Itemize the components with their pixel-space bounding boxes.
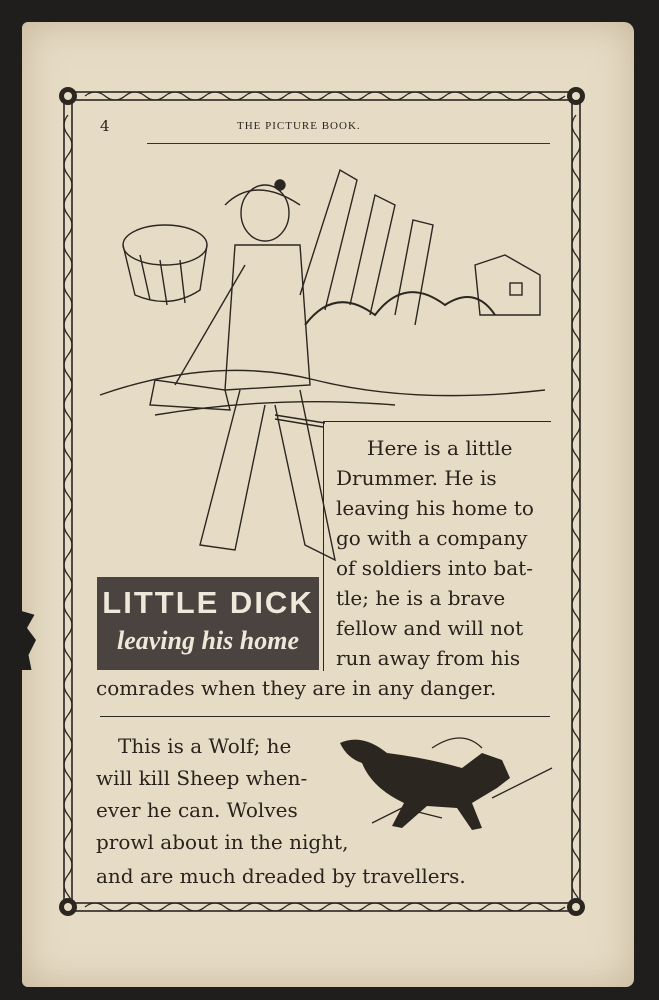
wolf-text-line: ever he can. Wolves <box>96 798 298 822</box>
illustration-caption <box>97 577 319 670</box>
vine-ornament <box>64 395 72 435</box>
vine-ornament <box>64 355 72 395</box>
vine-ornament <box>85 92 125 100</box>
vine-ornament <box>64 795 72 835</box>
drummer-text-line: of soldiers into bat- <box>336 556 533 580</box>
drummer-text-line: Drummer. He is <box>336 466 497 490</box>
vine-ornament <box>64 315 72 355</box>
vine-ornament <box>572 315 580 355</box>
vine-ornament <box>64 595 72 635</box>
vine-ornament <box>572 515 580 555</box>
drummer-text-line: fellow and will not <box>336 616 524 640</box>
vine-ornament <box>525 92 565 100</box>
vine-ornament <box>125 92 165 100</box>
vine-ornament <box>572 795 580 835</box>
header-rule <box>147 143 550 144</box>
vine-ornament <box>285 92 325 100</box>
vine-ornament <box>572 195 580 235</box>
vine-ornament <box>572 715 580 755</box>
vine-ornament <box>64 275 72 315</box>
vine-ornament <box>165 92 205 100</box>
vine-ornament <box>64 555 72 595</box>
vine-ornament <box>572 675 580 715</box>
drummer-text-line: Here is a little <box>367 436 513 460</box>
vine-ornament <box>125 903 165 911</box>
vine-ornament <box>572 755 580 795</box>
vine-ornament <box>64 115 72 155</box>
section-divider <box>100 716 550 717</box>
vine-ornament <box>445 903 485 911</box>
vine-ornament <box>64 475 72 515</box>
vine-ornament <box>572 435 580 475</box>
vine-ornament <box>205 903 245 911</box>
wolf-text-line: will kill Sheep when- <box>96 766 308 790</box>
wolf-text-line: and are much dreaded by travellers. <box>96 864 466 888</box>
vine-ornament <box>64 715 72 755</box>
vine-ornament <box>285 903 325 911</box>
vine-ornament <box>64 155 72 195</box>
vine-ornament <box>64 755 72 795</box>
vine-ornament <box>572 835 580 875</box>
vine-ornament <box>85 903 125 911</box>
vine-ornament <box>485 903 525 911</box>
vine-ornament <box>64 835 72 875</box>
caption-subtitle: leaving his home <box>116 626 299 655</box>
vine-ornament <box>572 635 580 675</box>
vine-ornament <box>365 903 405 911</box>
text-frame-top <box>323 421 551 422</box>
vine-ornament <box>572 555 580 595</box>
vine-ornament <box>485 92 525 100</box>
vine-ornament <box>245 903 285 911</box>
vine-ornament <box>525 903 565 911</box>
vine-ornament <box>325 903 365 911</box>
wolf-text-line: This is a Wolf; he <box>118 734 292 758</box>
drummer-text-line: comrades when they are in any danger. <box>96 676 497 700</box>
vine-ornament <box>572 595 580 635</box>
vine-ornament <box>64 515 72 555</box>
vine-ornament <box>64 435 72 475</box>
vine-ornament <box>165 903 205 911</box>
drummer-text-line: go with a company <box>336 526 528 550</box>
vine-ornament <box>64 635 72 675</box>
drummer-text-line: leaving his home to <box>336 496 534 520</box>
page-number: 4 <box>100 117 110 135</box>
vine-ornament <box>572 475 580 515</box>
wolf-text-line: prowl about in the night, <box>96 830 349 854</box>
vine-ornament <box>325 92 365 100</box>
vine-ornament <box>572 115 580 155</box>
vine-ornament <box>572 355 580 395</box>
wolf-illustration <box>332 728 557 838</box>
vine-ornament <box>445 92 485 100</box>
vine-ornament <box>405 903 445 911</box>
caption-title: LITTLE DICK <box>102 585 314 620</box>
vine-ornament <box>245 92 285 100</box>
text-frame-left <box>323 421 324 671</box>
vine-ornament <box>365 92 405 100</box>
vine-ornament <box>572 275 580 315</box>
vine-ornament <box>405 92 445 100</box>
drummer-text-line: run away from his <box>336 646 521 670</box>
vine-ornament <box>572 155 580 195</box>
vine-ornament <box>572 235 580 275</box>
vine-ornament <box>64 675 72 715</box>
running-title: THE PICTURE BOOK. <box>237 120 361 132</box>
drummer-text-line: tle; he is a brave <box>336 586 506 610</box>
vine-ornament <box>64 195 72 235</box>
vine-ornament <box>572 395 580 435</box>
vine-ornament <box>205 92 245 100</box>
vine-ornament <box>64 235 72 275</box>
